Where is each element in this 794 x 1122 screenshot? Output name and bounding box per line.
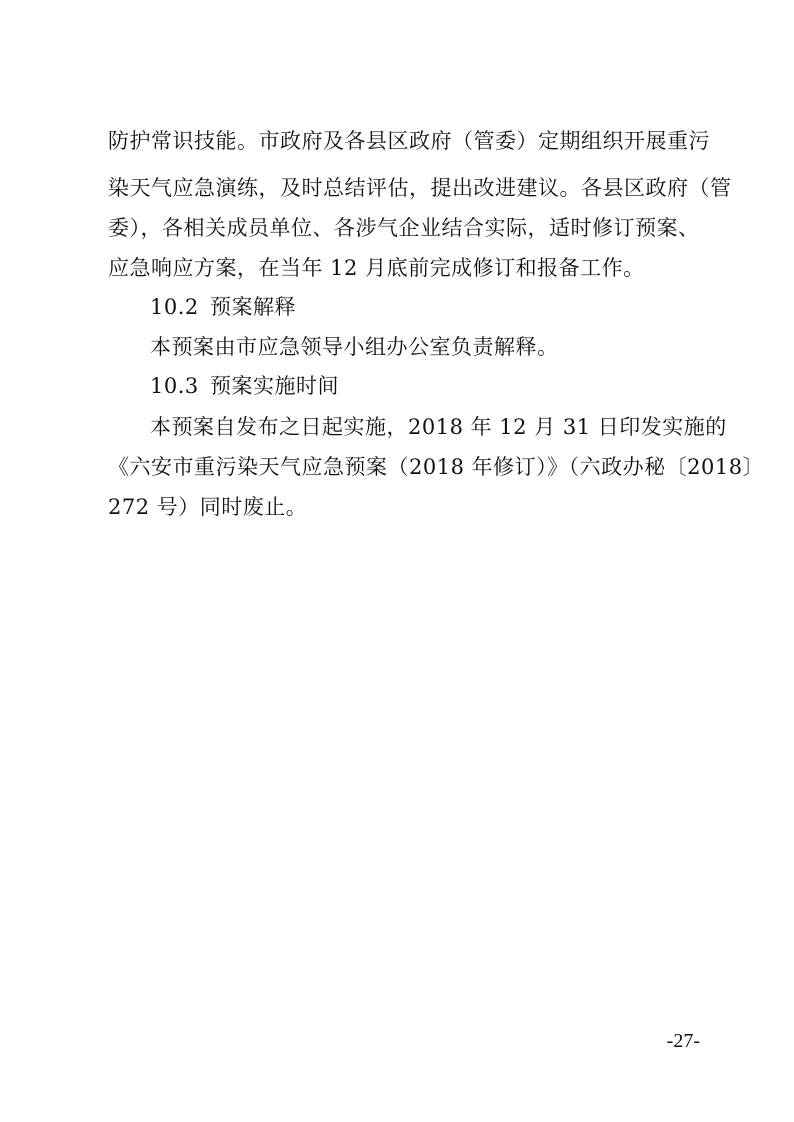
- paragraph-line: 应急响应方案，在当年 12 月底前完成修订和报备工作。: [108, 256, 645, 280]
- paragraph-line: 委），各相关成员单位、各涉气企业结合实际，适时修订预案、: [108, 216, 700, 240]
- paragraph-line: 防护常识技能。市政府及各县区政府（管委）定期组织开展重污: [108, 129, 710, 153]
- section-heading-10-3: [150, 372, 692, 400]
- section-heading-10-2: [150, 293, 692, 321]
- section-body-line: 本预案自发布之日起实施，2018 年 12 月 31 日印发实施的: [150, 415, 727, 439]
- paragraph-line: 染天气应急演练，及时总结评估，提出改进建议。各县区政府（管: [108, 176, 732, 200]
- section-title: 预案实施时间: [210, 374, 339, 398]
- page-number: -27-: [666, 1030, 700, 1052]
- section-number: 10.2: [150, 295, 199, 319]
- section-number: 10.3: [150, 374, 199, 398]
- section-title: 预案解释: [210, 295, 296, 319]
- section-body-line: 本预案由市应急领导小组办公室负责解释。: [150, 335, 559, 359]
- section-body-line: 272 号）同时废止。: [108, 495, 308, 519]
- section-body-line: 《六安市重污染天气应急预案（2018 年修订）》（六政办秘〔2018〕: [108, 455, 765, 479]
